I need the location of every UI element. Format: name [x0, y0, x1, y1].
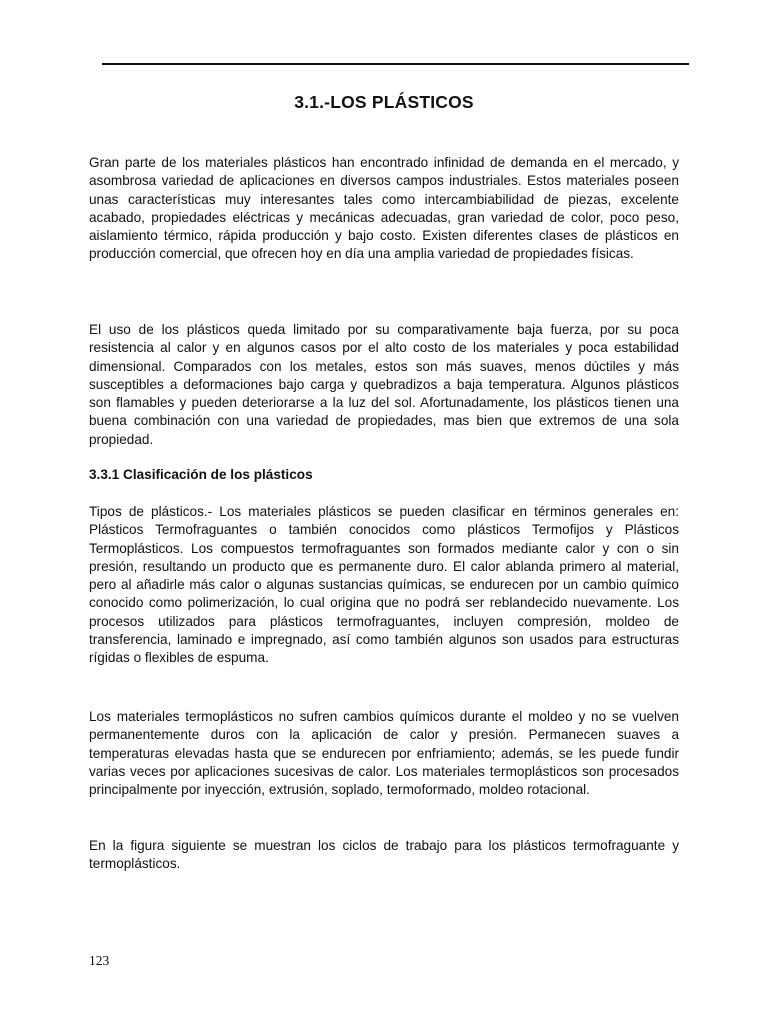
- paragraph-thermoplastics: Los materiales termoplásticos no sufren cambios químicos durante el moldeo y no se vuelven permanentemente duros con la aplicación de calor y presión. Permanecen suaves a temperaturas elevadas hasta que se endurecen por enfriamiento; además, se les puede fundir varias veces por aplicaciones sucesivas de calor. Los materiales termoplásticos son procesados principalmente por inyección, extrusión, soplado, termoformado, moldeo rotacional.: [89, 709, 679, 798]
- section-heading: 3.3.1 Clasificación de los plásticos: [89, 467, 313, 482]
- page-title: 3.1.-LOS PLÁSTICOS: [294, 92, 474, 112]
- page-number: 123: [89, 953, 110, 968]
- paragraph-types: Tipos de plásticos.- Los materiales plásticos se pueden clasificar en términos generales en: Plásticos Termofraguantes o también conocidos como plásticos Termofijos y Plásticos Termoplásticos. Los compuestos termofraguantes son formados mediante calor y con o sin presión, resultando un producto que es permanente duro. El calor ablanda primero al material, pero al añadirle más calor o algunas sustancias químicas, se endurecen por un cambio químico conocido como polimerización, lo cual origina que no podrá ser reblandecido nuevamente. Los procesos utilizados para plásticos termofraguantes, incluyen compresión, moldeo de transferencia, laminado e impregnado, así como también algunos son usados para estructuras rígidas o flexibles de espuma.: [89, 504, 679, 666]
- paragraph-limitations: El uso de los plásticos queda limitado por su comparativamente baja fuerza, por su poca resistencia al calor y en algunos casos por el alto costo de los materiales y poca estabilidad dimensional. Comparados con los metales, estos son más suaves, menos dúctiles y más susceptibles a deformaciones bajo carga y quebradizos a baja temperatura. Algunos plásticos son flamables y pueden deteriorarse a la luz del sol. Afortunadamente, los plásticos tienen una buena combinación con una variedad de propiedades, mas bien que extremos de una sola propiedad.: [89, 322, 679, 447]
- paragraph-intro: Gran parte de los materiales plásticos han encontrado infinidad de demanda en el mercado, y asombrosa variedad de aplicaciones en diversos campos industriales. Estos materiales poseen unas características muy interesantes tales como intercambiabilidad de piezas, excelente acabado, propiedades eléctricas y mecánicas adecuadas, gran variedad de color, poco peso, aislamiento térmico, rápida producción y bajo costo. Existen diferentes clases de plásticos en producción comercial, que ofrecen hoy en día una amplia variedad de propiedades físicas.: [89, 155, 679, 262]
- paragraph-figure-intro: En la figura siguiente se muestran los ciclos de trabajo para los plásticos termofraguante y termoplásticos.: [89, 838, 679, 872]
- header-rule: [102, 63, 689, 65]
